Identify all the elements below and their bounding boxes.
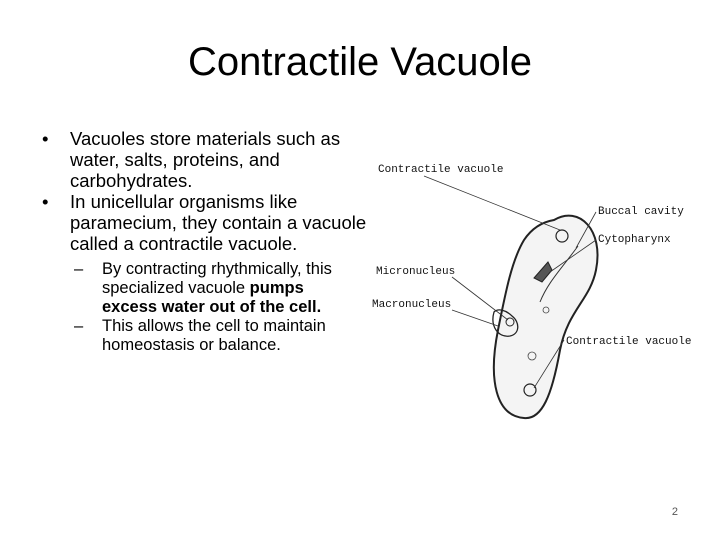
sub-bullet-item [74, 260, 344, 317]
label-cytopharynx: Cytopharynx [598, 234, 671, 246]
paramecium-diagram [364, 150, 694, 450]
label-buccal-cavity: Buccal cavity [598, 206, 684, 218]
sub-bullet-list [28, 260, 344, 355]
leader-line [452, 310, 498, 326]
sub-bullet-bold-text: pumps excess water out of the cell. [102, 279, 322, 316]
label-micronucleus: Micronucleus [376, 266, 456, 278]
page-number: 2 [671, 506, 678, 518]
sub-bullet-item: – This allows the cell to maintain homeostasis or balance. [74, 317, 344, 355]
label-contractile-vacuole-bottom: Contractile vacuole [566, 336, 692, 348]
leader-line [424, 176, 560, 230]
bullet-item: • Vacuoles store materials such as water, salts, proteins, and carbohydrates. [28, 128, 368, 191]
slide-title: Contractile Vacuole [188, 40, 532, 84]
leader-line [452, 277, 508, 320]
bullet-item: • In unicellular organisms like paramecium, they contain a vacuole called a contractile vacuole. [28, 191, 368, 254]
sub-bullet-text: By contracting rhythmically, this specialized vacuole [102, 260, 332, 297]
bullet-list [28, 128, 368, 355]
label-contractile-vacuole-top: Contractile vacuole [378, 164, 504, 176]
cell-body [494, 216, 598, 419]
label-macronucleus: Macronucleus [372, 299, 452, 311]
